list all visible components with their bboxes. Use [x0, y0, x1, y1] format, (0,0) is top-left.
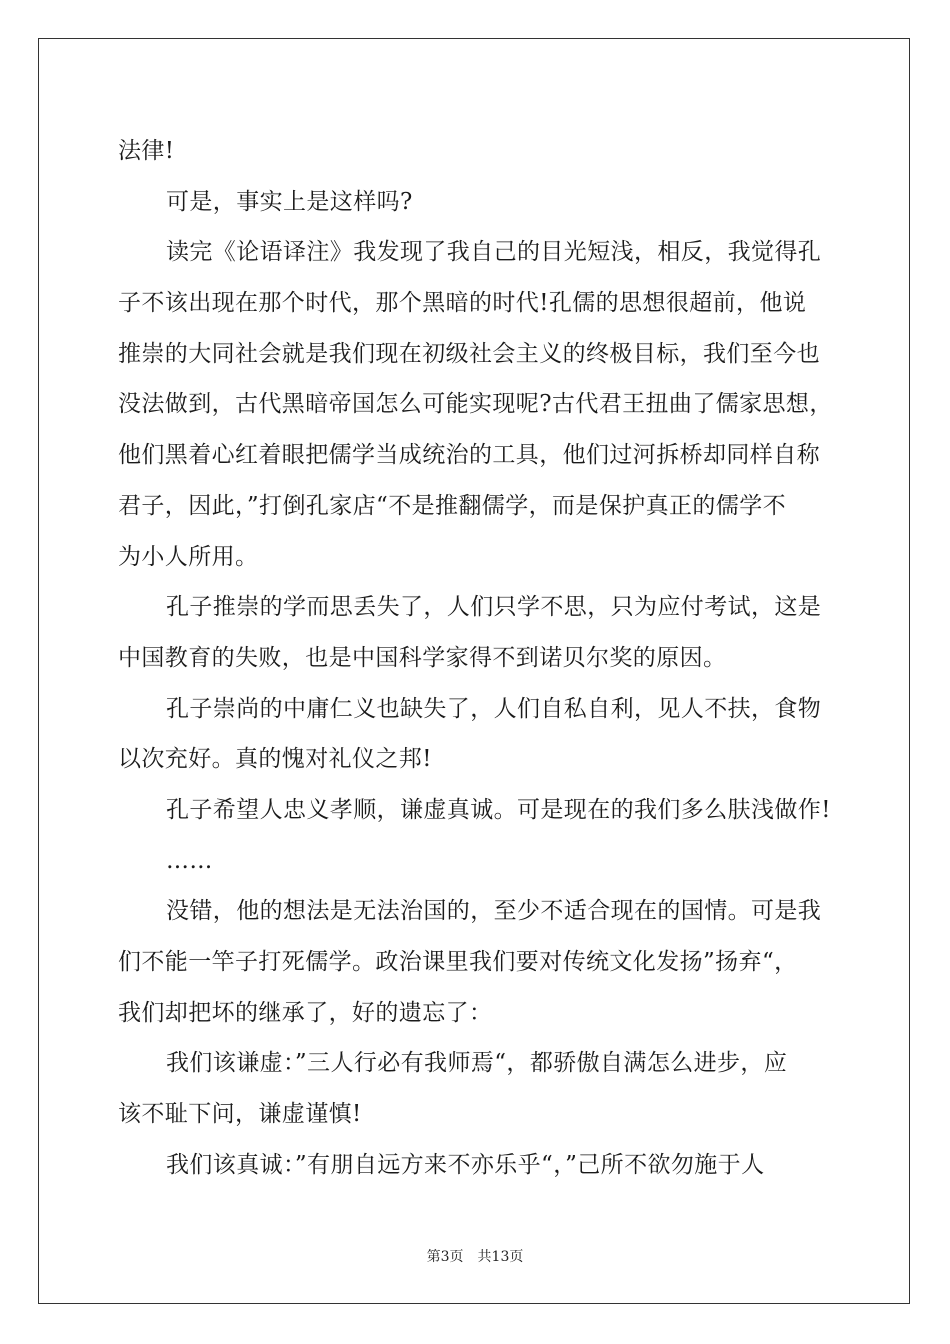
document-body [118, 126, 836, 1190]
text-line: 法律! [118, 138, 175, 164]
text-line: 他们黑着心红着眼把儒学当成统治的工具，他们过河拆桥却同样自称 [118, 442, 820, 469]
text-line: 子不该出现在那个时代，那个黑暗的时代!孔儒的思想很超前，他说 [118, 290, 807, 317]
text-line: 为小人所用。 [118, 543, 259, 570]
text-line: 孔子推崇的学而思丢失了，人们只学不思，只为应付考试，这是 [166, 594, 822, 621]
text-line: …… [166, 847, 213, 874]
text-line: 没法做到，古代黑暗帝国怎么可能实现呢?古代君王扭曲了儒家思想， [118, 391, 833, 418]
text-line: 中国教育的失败，也是中国科学家得不到诺贝尔奖的原因。 [118, 644, 727, 671]
text-line: 读完《论语译注》我发现了我自己的目光短浅，相反，我觉得孔 [166, 239, 822, 266]
text-line: 孔子希望人忠义孝顺，谦虚真诚。可是现在的我们多么肤浅做作! [166, 796, 831, 823]
text-line: 孔子崇尚的中庸仁义也缺失了，人们自私自利，见人不扶，食物 [166, 695, 822, 722]
text-line: 君子，因此，”打倒孔家店“不是推翻儒学，而是保护真正的儒学不 [118, 492, 787, 519]
text-line: 们不能一竿子打死儒学。政治课里我们要对传统文化发扬”扬弃“， [118, 949, 798, 975]
page-number-footer: 第3页 共13页 [426, 1249, 524, 1265]
text-line: 可是，事实上是这样吗? [166, 188, 413, 215]
text-line: 没错，他的想法是无法治国的，至少不适合现在的国情。可是我 [166, 898, 822, 925]
text-line: 推崇的大同社会就是我们现在初级社会主义的终极目标，我们至今也 [118, 340, 820, 367]
text-line: 我们却把坏的继承了，好的遗忘了： [118, 999, 493, 1026]
text-line: 我们该真诚：”有朋自远方来不亦乐乎“，”己所不欲勿施于人 [166, 1151, 765, 1178]
text-line: 以次充好。真的愧对礼仪之邦! [118, 746, 432, 773]
text-line: 我们该谦虚：”三人行必有我师焉“，都骄傲自满怎么进步，应 [166, 1050, 788, 1077]
text-line: 该不耻下问，谦虚谨慎! [118, 1101, 362, 1128]
